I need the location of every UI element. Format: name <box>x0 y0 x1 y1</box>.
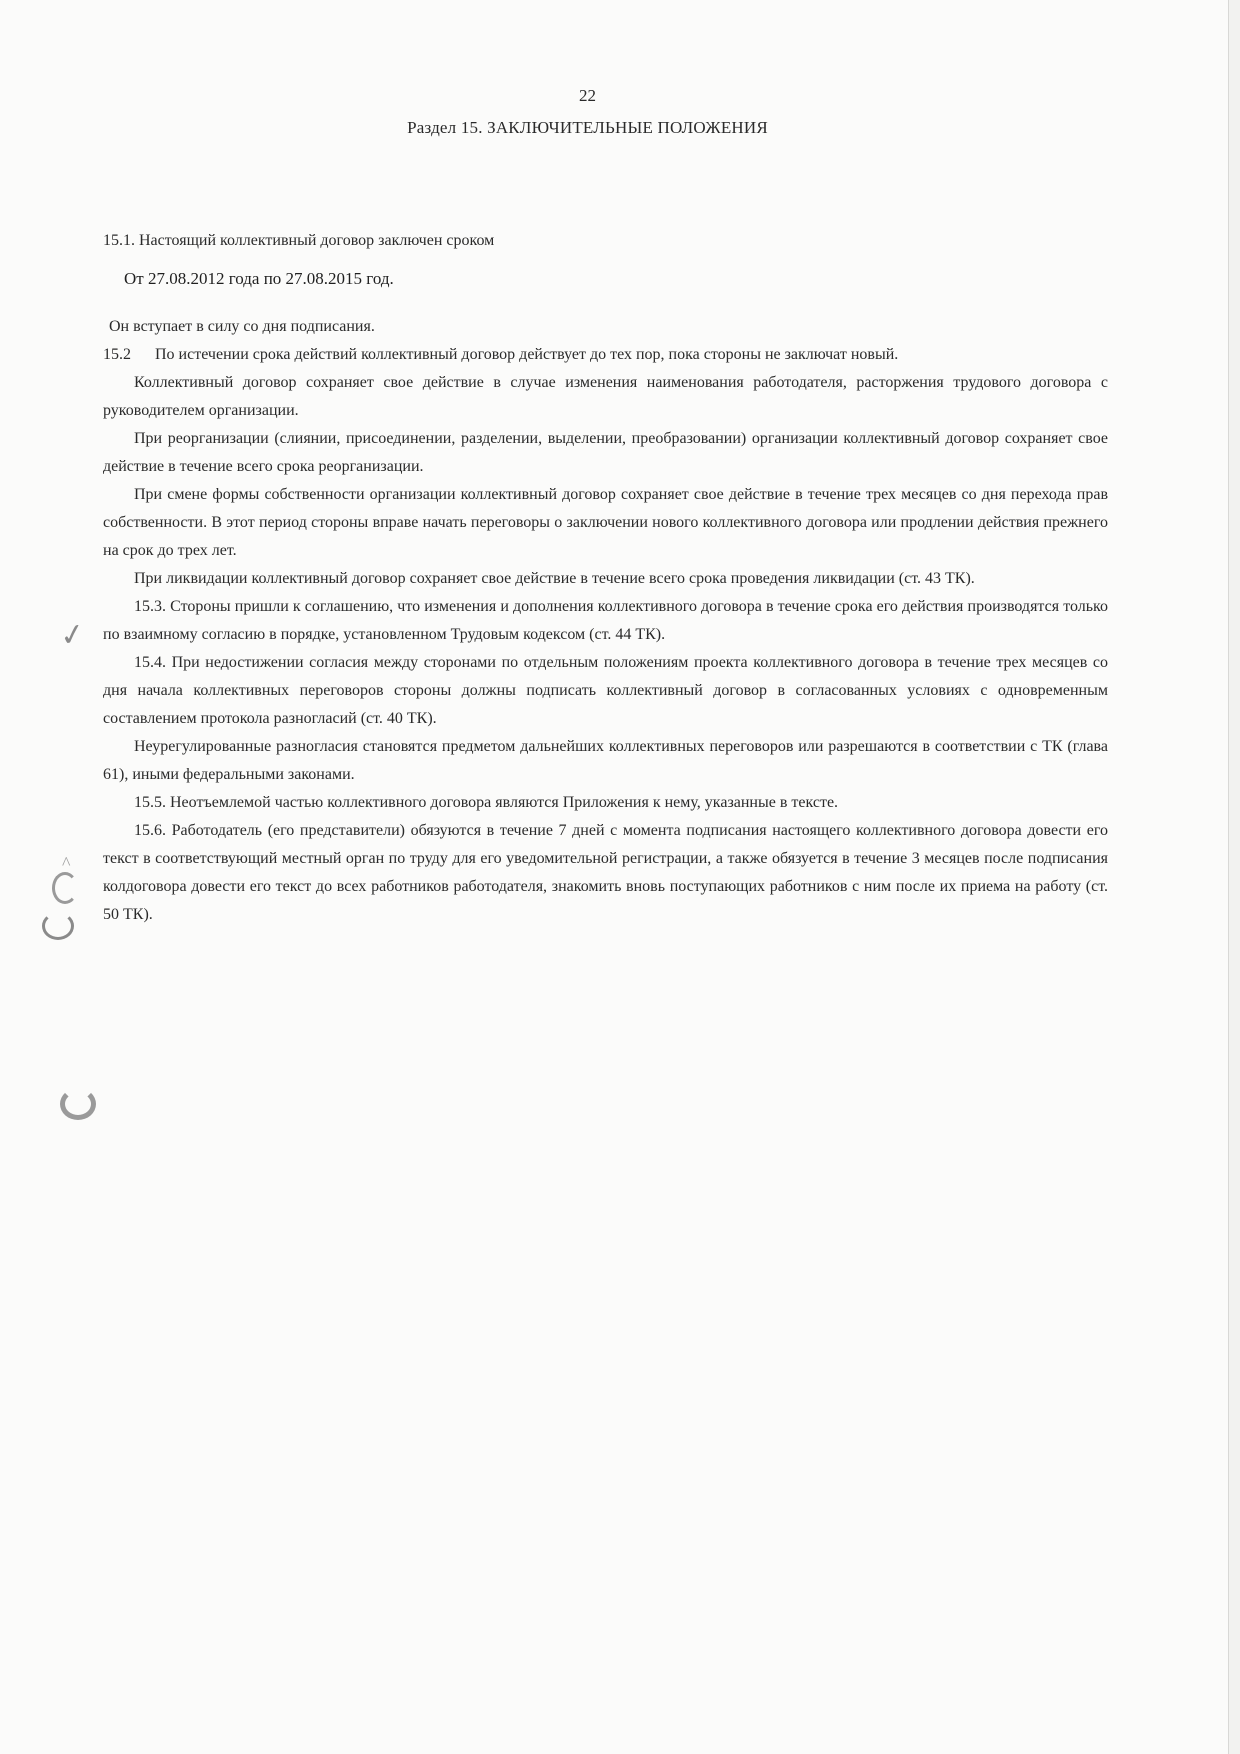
pen-mark-icon <box>42 912 74 940</box>
paragraph-effective-date: Он вступает в силу со дня подписания. <box>109 318 375 335</box>
clauses-body <box>103 313 1108 929</box>
paragraph-disagreements: Неурегулированные разногласия становятся предметом дальнейших коллективных переговоров или разрешаются в соответствии с ТК (глава 61), иными федеральными законами. <box>103 738 1108 783</box>
paragraph-15-2: 15.2 По истечении срока действий коллективный договор действует до тех пор, пока стороны не заключат новый. <box>103 346 899 363</box>
check-mark-icon: ✓ <box>57 617 88 654</box>
paragraph-liquidation: При ликвидации коллективный договор сохраняет свое действие в течение всего срока проведения ликвидации (ст. 43 ТК). <box>134 570 975 587</box>
pen-mark-icon <box>60 1088 96 1120</box>
paragraph-15-3: 15.3. Стороны пришли к соглашению, что изменения и дополнения коллективного договора в течение срока его действия производятся только по взаимному согласию в порядке, установленном Трудовым кодексом (ст. 44 ТК). <box>103 598 1108 643</box>
paragraph-name-change: Коллективный договор сохраняет свое действие в случае изменения наименования работодателя, расторжения трудового договора с руководителем организации. <box>103 374 1108 419</box>
page-number: 22 <box>579 86 596 105</box>
pen-mark-icon <box>52 872 78 904</box>
paragraph-15-6: 15.6. Работодатель (его представители) обязуются в течение 7 дней с момента подписания настоящего коллективного договора довести его текст в соответствующий местный орган по труду для его уведомительной регистрации, а также обязуется в течение 3 месяцев после подписания колдоговора довести его текст до всех работников работодателя, знакомить вновь поступающих работников с ним после их приема на работу (ст. 50 ТК). <box>103 822 1108 923</box>
paragraph-15-5: 15.5. Неотъемлемой частью коллективного договора являются Приложения к нему, указанные в тексте. <box>134 794 839 811</box>
paragraph-ownership-change: При смене формы собственности организации коллективный договор сохраняет свое действие в течение трех месяцев со дня перехода прав собственности. В этот период стороны вправе начать переговоры о заключении нового коллективного договора или продлении действия прежнего на срок до трех лет. <box>103 486 1108 559</box>
section-title: Раздел 15. ЗАКЛЮЧИТЕЛЬНЫЕ ПОЛОЖЕНИЯ <box>407 118 768 137</box>
contract-term: От 27.08.2012 года по 27.08.2015 год. <box>124 269 394 288</box>
clause-15-1-intro: 15.1. Настоящий коллективный договор заключен сроком <box>103 232 495 249</box>
pen-mark-icon: ^ <box>62 853 71 873</box>
paragraph-15-4: 15.4. При недостижении согласия между сторонами по отдельным положениям проекта коллективного договора в течение трех месяцев со дня начала коллективных переговоров стороны должны подписать коллективный договор в согласованных условиях с одновременным составлением протокола разногласий (ст. 40 ТК). <box>103 654 1108 727</box>
paragraph-reorganization: При реорганизации (слиянии, присоединении, разделении, выделении, преобразовании) организации коллективный договор сохраняет свое действие в течение всего срока реорганизации. <box>103 430 1108 475</box>
